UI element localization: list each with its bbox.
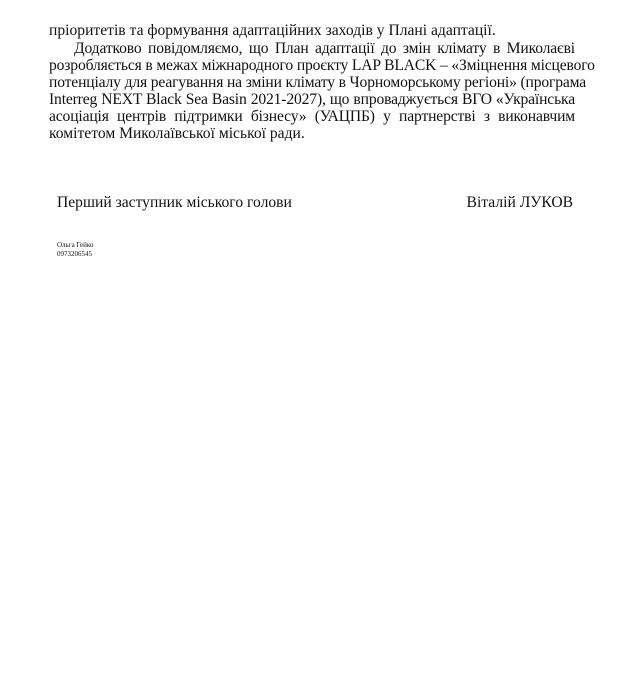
paragraph-line: потенціалу для реагування на зміни клімату в Чорноморському регіоні» (програма [49,74,587,91]
signatory-name: Віталій ЛУКОВ [466,194,573,211]
paragraph-line: асоціація центрів підтримки бізнесу» (УАЦПБ) у партнерстві з виконавчим [49,108,575,125]
paragraph-last-line: комітетом Миколаївської міської ради. [49,125,305,142]
paragraph-line: Interreg NEXT Black Sea Basin 2021-2027), що впроваджується ВГО «Українська [49,91,575,108]
executor-phone: 0973206545 [57,250,92,258]
signatory-position: Перший заступник міського голови [57,194,292,211]
continuation-line: пріоритетів та формування адаптаційних заходів у Плані адаптації. [49,22,496,39]
paragraph-line: Додатково повідомляємо, що План адаптації до змін клімату в Миколаєві [74,40,575,57]
executor-name: Ольга Гейко [57,241,94,249]
paragraph-line: розробляється в межах міжнародного проєкту LAP BLACK – «Зміцнення місцевого [49,57,595,74]
